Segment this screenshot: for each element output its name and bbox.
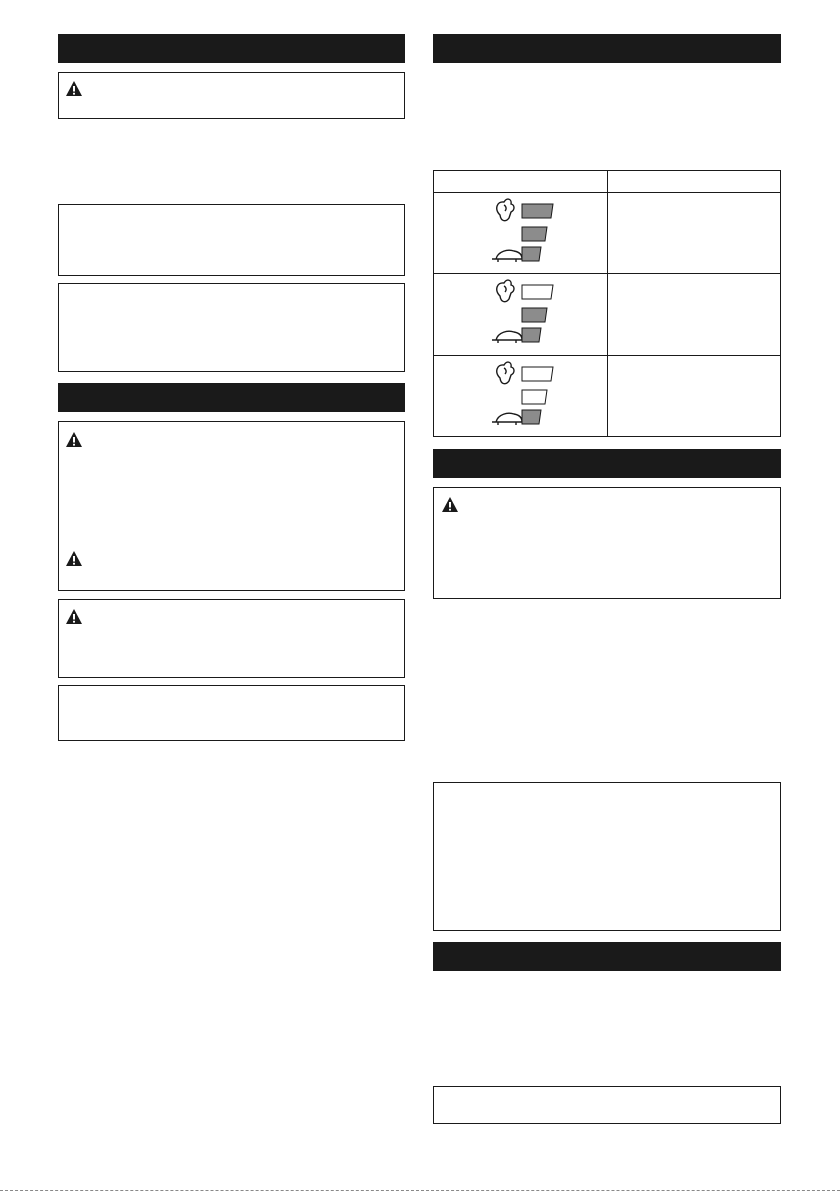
turtle-icon [492,332,526,344]
warning-triangle-icon [65,431,83,448]
turtle-icon [492,250,526,262]
lamp-group [434,193,608,274]
warning-triangle-icon [441,496,459,513]
table-header-indicator [434,171,608,193]
rabbit-icon [497,362,514,384]
note-box [433,782,781,931]
note-box [58,685,405,741]
lamp-middle [522,308,547,322]
indicator-cell [434,274,608,355]
page-edge-divider [0,1190,840,1191]
mode-cell [608,274,781,355]
warning-triangle-icon [65,80,83,97]
lamp-group [434,274,608,355]
table-row [434,193,781,274]
lamp-middle [522,390,547,404]
lamp-group [434,356,608,437]
warning-box [58,599,405,678]
indicator-cell [434,355,608,436]
turtle-icon [492,413,526,425]
section-header-bar [433,34,781,63]
lamp-bottom [522,328,541,342]
lamp-top [522,285,553,299]
table-row [434,274,781,355]
section-header-bar [58,383,405,412]
section-header-bar [58,34,405,63]
lamp-top [522,204,553,218]
table-row [434,355,781,436]
note-box [433,1086,781,1124]
warning-box [58,72,405,119]
lamp-bottom [522,247,541,261]
indicator-cell [434,193,608,274]
note-box [58,283,405,372]
rabbit-icon [497,280,514,302]
rabbit-icon [497,199,514,221]
mode-cell [608,355,781,436]
lamp-bottom [522,410,541,424]
section-header-bar [433,942,781,971]
warning-triangle-icon [65,608,83,625]
warning-triangle-icon [65,550,83,567]
table-header-mode [608,171,781,193]
section-header-bar [433,449,781,478]
warning-box [433,487,781,599]
speed-indicator-table [433,170,781,437]
note-box [58,204,405,276]
warning-box [58,421,405,591]
lamp-middle [522,227,547,241]
lamp-top [522,367,553,381]
mode-cell [608,193,781,274]
